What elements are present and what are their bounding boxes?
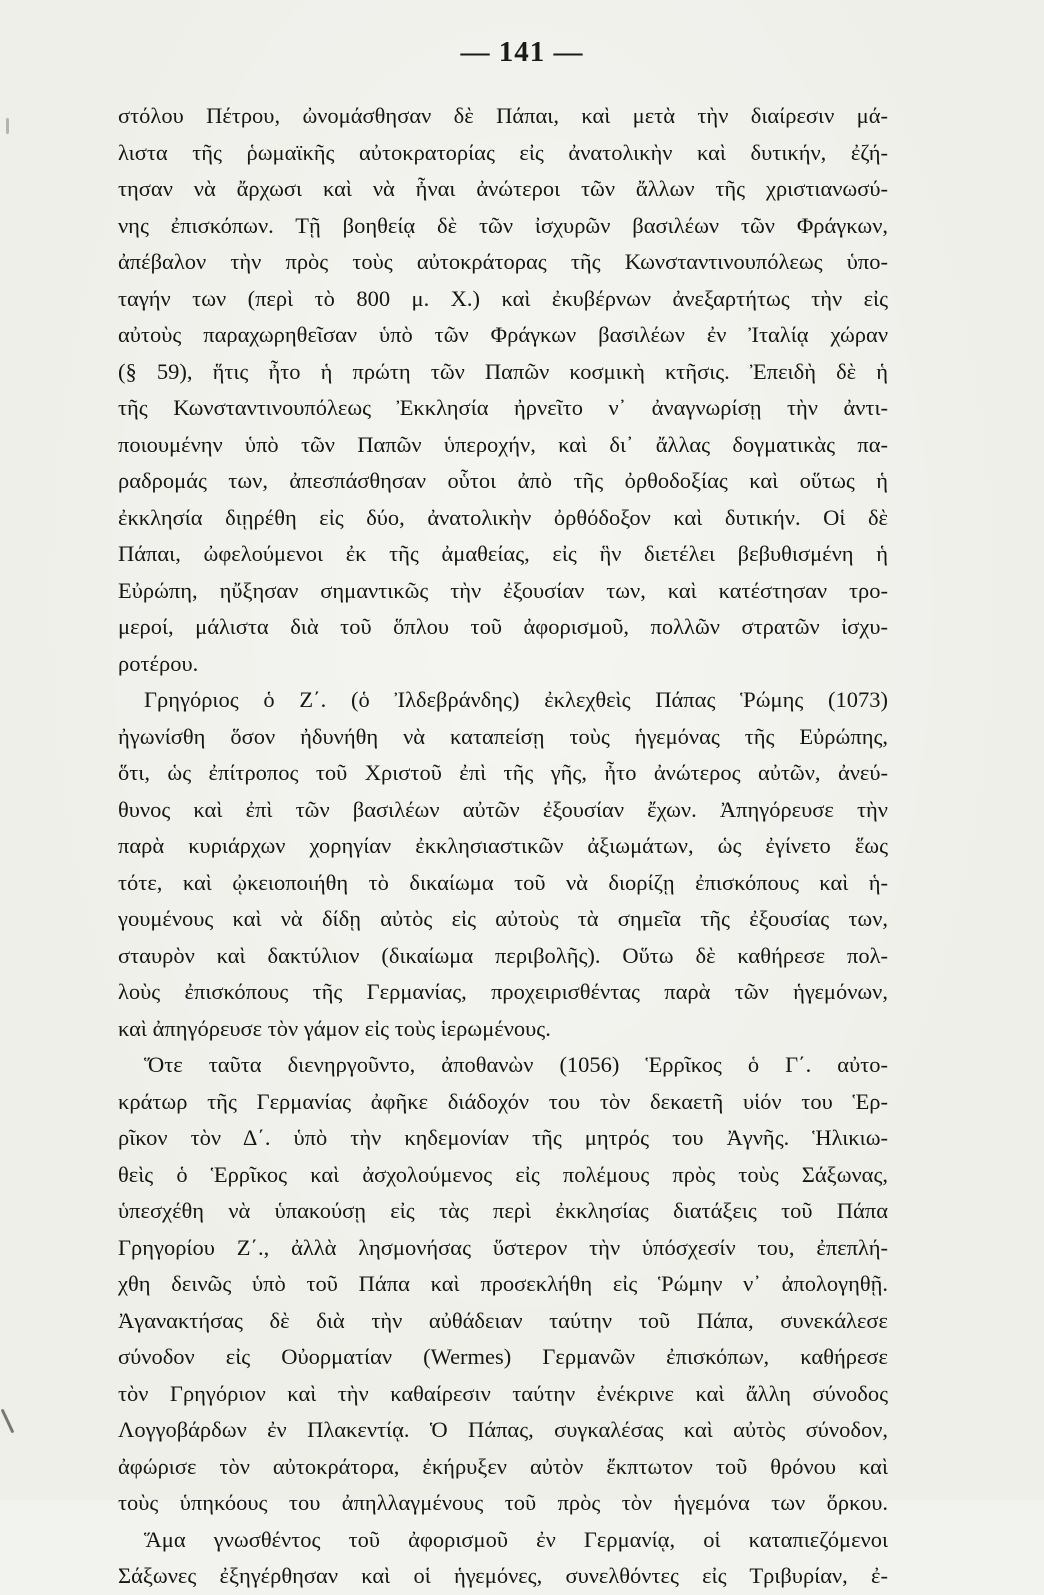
text-line: λοὺς ἐπισκόπους τῆς Γερμανίας, προχειρισθέντας παρὰ τῶν ἡγεμόνων, [118, 979, 888, 1004]
text-line: ἀπέβαλον τὴν πρὸς τοὺς αὐτοκράτορας τῆς Κωνσταντινουπόλεως ὑπο- [118, 249, 888, 274]
page-number: — 141 — [460, 36, 584, 68]
text-line: Γρηγορίου Ζ΄., ἀλλὰ λησμονήσας ὕστερον τὴν ὑπόσχεσίν του, ἐπεπλή- [118, 1234, 888, 1260]
text-line: ὑπεσχέθη νὰ ὑπακούσῃ εἰς τὰς περὶ ἐκκλησίας διατάξεις τοῦ Πάπα [118, 1198, 888, 1223]
text-line: τὸν Γρηγόριον καὶ τὴν καθαίρεσιν ταύτην ἐνέκρινε καὶ ἄλλη σύνοδος [118, 1380, 888, 1406]
text-line: ἀφώρισε τὸν αὐτοκράτορα, ἐκήρυξεν αὐτὸν ἔκπτωτον τοῦ θρόνου καὶ [118, 1453, 888, 1479]
text-line: σύνοδον εἰς Οὐορματίαν (Wermes) Γερμανῶν ἐπισκόπων, καθήρεσε [118, 1344, 888, 1369]
text-line: σταυρὸν καὶ δακτύλιον (δικαίωμα περιβολῆς). Οὕτω δὲ καθήρεσε πολ- [118, 942, 888, 968]
text-line: κράτωρ τῆς Γερμανίας ἀφῆκε διάδοχόν του τὸν δεκαετῆ υἱόν του Ἑρ- [118, 1088, 888, 1114]
text-line: ρῖκον τὸν Δ΄. ὑπὸ τὴν κηδεμονίαν τῆς μητρός του Ἀγνῆς. Ἡλικιω- [118, 1125, 888, 1150]
text-line: Ὅτε ταῦτα διενηργοῦντο, ἀποθανὼν (1056) Ἑρρῖκος ὁ Γ΄. αὐτο- [144, 1052, 888, 1077]
text-line: ποιουμένην ὑπὸ τῶν Παπῶν ὑπεροχήν, καὶ δι᾽ ἄλλας δογματικὰς πα- [118, 431, 888, 457]
text-line: τότε, καὶ ᾠκειοποιήθη τὸ δικαίωμα τοῦ νὰ διορίζῃ ἐπισκόπους καὶ ἡ- [118, 869, 888, 895]
text-line: Ἀγανακτήσας δὲ διὰ τὴν αὐθάδειαν ταύτην τοῦ Πάπα, συνεκάλεσε [118, 1307, 888, 1333]
text-line: ὅτι, ὡς ἐπίτροπος τοῦ Χριστοῦ ἐπὶ τῆς γῆς, ἦτο ἀνώτερος αὐτῶν, ἀνεύ- [118, 760, 888, 785]
text-line: Ἅμα γνωσθέντος τοῦ ἀφορισμοῦ ἐν Γερμανίᾳ, οἱ καταπιεζόμενοι [144, 1526, 888, 1552]
text-line: Γρηγόριος ὁ Ζ΄. (ὁ Ἰλδεβράνδης) ἐκλεχθεὶς Πάπας Ῥώμης (1073) [144, 687, 888, 712]
text-line: γουμένους καὶ νὰ δίδῃ αὐτὸς εἰς αὐτοὺς τὰ σημεῖα τῆς ἐξουσίας των, [118, 906, 888, 931]
text-line: θεὶς ὁ Ἑρρῖκος καὶ ἀσχολούμενος εἰς πολέμους πρὸς τοὺς Σάξωνας, [118, 1161, 888, 1187]
text-line: ταγήν των (περὶ τὸ 800 μ. Χ.) καὶ ἐκυβέρνων ἀνεξαρτήτως τὴν εἰς [118, 285, 888, 311]
text-line: Εὐρώπη, ηὔξησαν σημαντικῶς τὴν ἐξουσίαν των, καὶ κατέστησαν τρο- [118, 577, 888, 603]
text-line: Πάπαι, ὠφελούμενοι ἐκ τῆς ἀμαθείας, εἰς ἣν διετέλει βεβυθισμένη ἡ [118, 541, 888, 566]
text-line: (§ 59), ἥτις ἦτο ἡ πρώτη τῶν Παπῶν κοσμικὴ κτῆσις. Ἐπειδὴ δὲ ἡ [118, 358, 888, 384]
text-line: ραδρομάς των, ἀπεσπάσθησαν οὗτοι ἀπὸ τῆς ὀρθοδοξίας καὶ οὕτως ἡ [118, 468, 888, 493]
body-text [118, 98, 888, 1595]
text-line: Σάξωνες ἐξηγέρθησαν καὶ οἱ ἡγεμόνες, συνελθόντες εἰς Τριβυρίαν, ἐ- [118, 1563, 888, 1588]
left-edge-mark [1, 1409, 15, 1434]
text-line: Λογγοβάρδων ἐν Πλακεντίᾳ. Ὁ Πάπας, συγκαλέσας καὶ αὐτὸς σύνοδον, [118, 1417, 888, 1442]
text-line: στόλου Πέτρου, ὠνομάσθησαν δὲ Πάπαι, καὶ μετὰ τὴν διαίρεσιν μά- [118, 103, 888, 128]
text-line: θυνος καὶ ἐπὶ τῶν βασιλέων αὐτῶν ἐξουσίαν ἔχων. Ἀπηγόρευσε τὴν [118, 796, 888, 822]
left-edge-tick [6, 118, 9, 134]
text-line: τῆς Κωνσταντινουπόλεως Ἐκκλησία ἠρνεῖτο ν᾽ ἀναγνωρίσῃ τὴν ἀντι- [118, 395, 888, 420]
text-line: τοὺς ὑπηκόους του ἀπηλλαγμένους τοῦ πρὸς τὸν ἡγεμόνα των ὅρκου. [118, 1490, 888, 1515]
text-line: καὶ ἀπηγόρευσε τὸν γάμον εἰς τοὺς ἱερωμένους. [118, 1015, 551, 1041]
text-line: αὐτοὺς παραχωρηθεῖσαν ὑπὸ τῶν Φράγκων βασιλέων ἐν Ἰταλίᾳ χώραν [118, 322, 888, 347]
text-line: ροτέρου. [118, 650, 199, 676]
text-line: χθη δεινῶς ὑπὸ τοῦ Πάπα καὶ προσεκλήθη εἰς Ῥώμην ν᾽ ἀπολογηθῇ. [118, 1271, 888, 1296]
text-line: τησαν νὰ ἄρχωσι καὶ νὰ ἦναι ἀνώτεροι τῶν ἄλλων τῆς χριστιανωσύ- [118, 176, 888, 201]
text-line: παρὰ κυριάρχων χορηγίαν ἐκκλησιαστικῶν ἀξιωμάτων, ὡς ἐγίνετο ἕως [118, 833, 888, 858]
text-line: μεροί, μάλιστα διὰ τοῦ ὅπλου τοῦ ἀφορισμοῦ, πολλῶν στρατῶν ἰσχυ- [118, 614, 888, 639]
text-line: νης ἐπισκόπων. Τῇ βοηθείᾳ δὲ τῶν ἰσχυρῶν βασιλέων τῶν Φράγκων, [118, 212, 888, 238]
text-line: ἠγωνίσθη ὅσον ἠδυνήθη νὰ καταπείσῃ τοὺς ἡγεμόνας τῆς Εὐρώπης, [118, 723, 888, 749]
text-line: ἐκκλησία διῃρέθη εἰς δύο, ἀνατολικὴν ὀρθόδοξον καὶ δυτικήν. Οἱ δὲ [118, 504, 888, 530]
text-line: λιστα τῆς ῥωμαϊκῆς αὐτοκρατορίας εἰς ἀνατολικὴν καὶ δυτικήν, ἐζή- [118, 139, 888, 165]
